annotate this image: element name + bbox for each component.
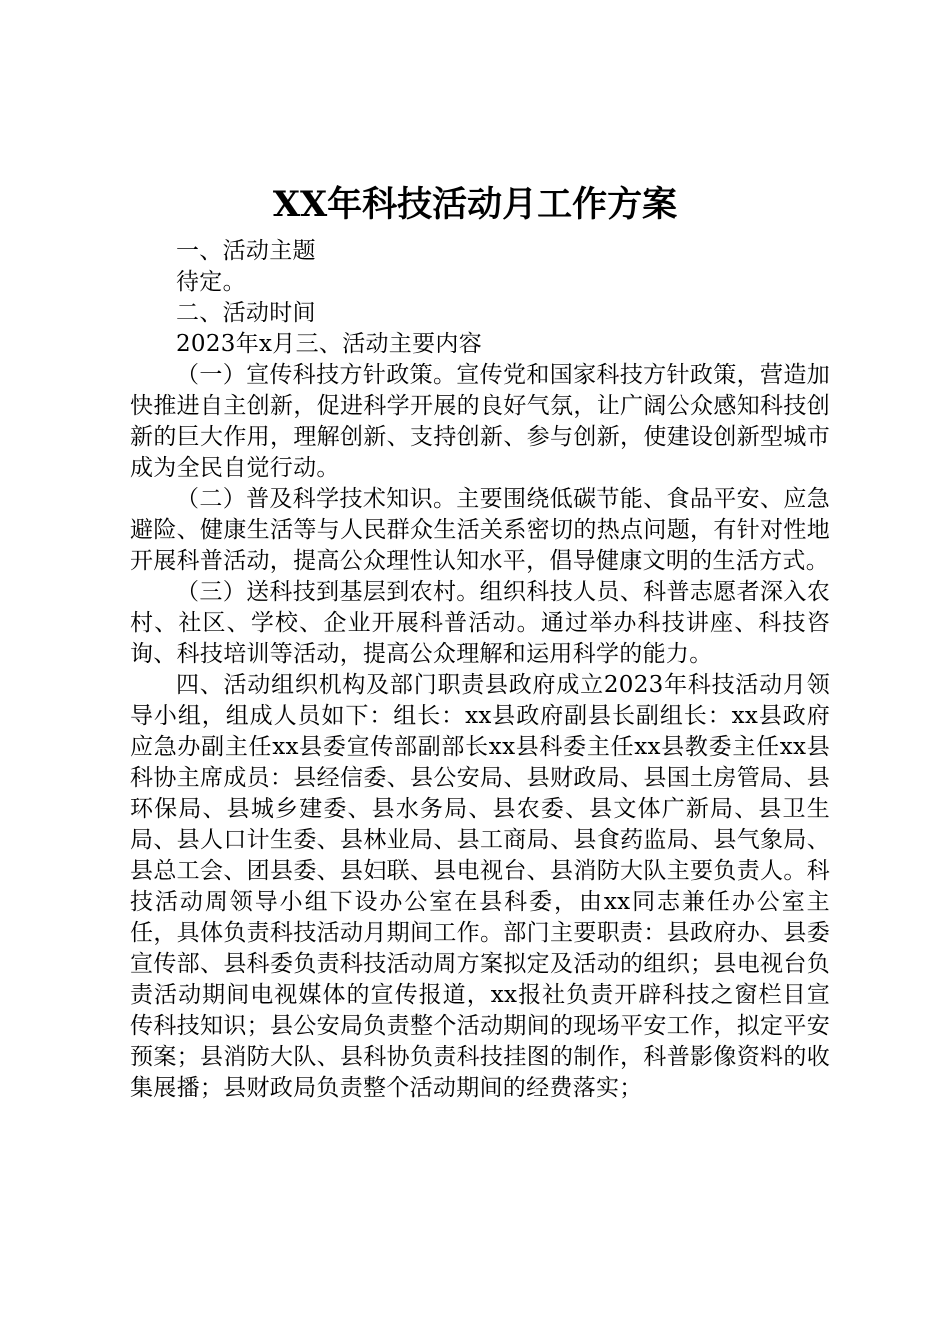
paragraph-theme-content: 待定。 (176, 269, 246, 295)
section-heading-theme: 一、活动主题 (176, 238, 316, 264)
paragraph-content-1: （一）宣传科技方针政策。宣传党和国家科技方针政策，营造加快推进自主创新，促进科学开展的良好气氛，让广阔公众感知科技创新的巨大作用，理解创新、支持创新、参与创新，使建设创新型城市成为全民自觉行动。 (130, 362, 830, 481)
section-heading-time: 二、活动时间 (176, 300, 316, 326)
paragraph-time-content: 2023年x月三、活动主要内容 (176, 331, 483, 357)
document-title: XX年科技活动月工作方案 (272, 184, 678, 225)
paragraph-content-2: （二）普及科学技术知识。主要围绕低碳节能、食品平安、应急避险、健康生活等与人民群众生活关系密切的热点问题，有针对性地开展科普活动，提高公众理性认知水平，倡导健康文明的生活方式。 (130, 486, 830, 574)
document-body (130, 236, 830, 1104)
paragraph-content-3: （三）送科技到基层到农村。组织科技人员、科普志愿者深入农村、社区、学校、企业开展科普活动。通过举办科技讲座、科技咨询、科技培训等活动，提高公众理解和运用科学的能力。 (130, 579, 830, 667)
paragraph-organization: 四、活动组织机构及部门职责县政府成立2023年科技活动月领导小组，组成人员如下：组长：xx县政府副县长副组长：xx县政府应急办副主任xx县委宣传部副部长xx县科委主任xx县教委主任xx县科协主席成员：县经信委、县公安局、县财政局、县国土房管局、县环保局、县城乡建委、县水务局、县农委、县文体广新局、县卫生局、县人口计生委、县林业局、县工商局、县食药监局、县气象局、县总工会、团县委、县妇联、县电视台、县消防大队主要负责人。科技活动周领导小组下设办公室在县科委，由xx同志兼任办公室主任，具体负责科技活动月期间工作。部门主要职责：县政府办、县委宣传部、县科委负责科技活动周方案拟定及活动的组织；县电视台负责活动期间电视媒体的宣传报道，xx报社负责开辟科技之窗栏目宣传科技知识；县公安局负责整个活动期间的现场平安工作，拟定平安预案；县消防大队、县科协负责科技挂图的制作，科普影像资料的收集展播；县财政局负责整个活动期间的经费落实； (130, 672, 830, 1101)
